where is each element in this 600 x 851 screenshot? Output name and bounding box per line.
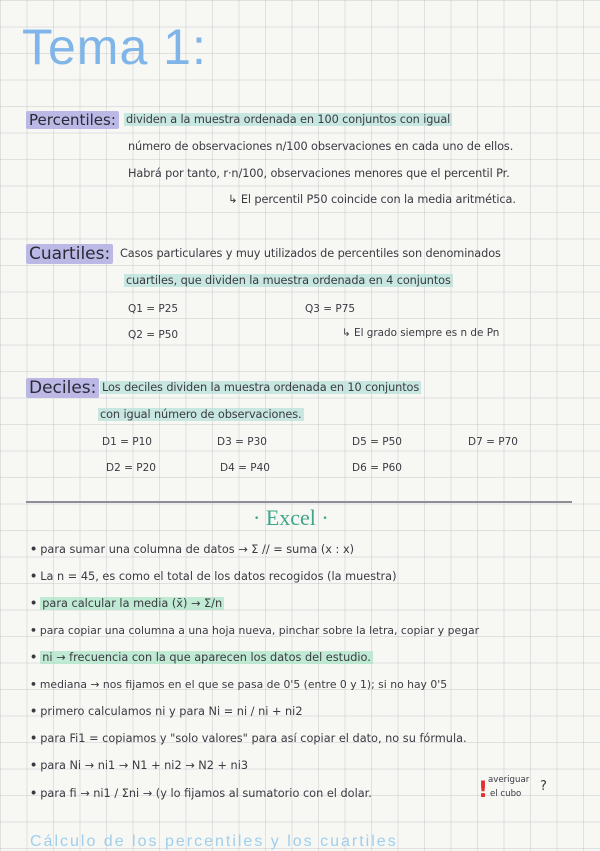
page-title: Tema 1: [22,19,207,75]
q1-formula: Q1 = P25 [128,303,179,315]
d6-formula: D6 = P60 [352,462,402,474]
excel-bullet-10: • para fi → ni1 / Σni → (y lo fijamos al sumatorio con el dolar. [30,787,372,800]
cuartiles-heading: Cuartiles: [26,244,113,264]
aside-question-mark: ? [540,779,547,794]
deciles-line-2: con igual número de observaciones. [100,408,302,421]
d1-formula: D1 = P10 [102,436,152,448]
d7-formula: D7 = P70 [468,436,518,448]
excel-bullet-1: • para sumar una columna de datos → Σ // = suma (x : x) [30,543,355,556]
q3-formula: Q3 = P75 [305,303,356,315]
section-divider [26,501,572,503]
deciles-heading: Deciles: [26,378,99,398]
percentiles-line-1: dividen a la muestra ordenada en 100 conjuntos con igual [126,113,451,126]
d4-formula: D4 = P40 [220,462,270,474]
percentiles-heading: Percentiles: [26,110,119,129]
d5-formula: D5 = P50 [352,436,402,448]
excel-bullet-6: • mediana → nos fijamos en el que se pasa de 0'5 (entre 0 y 1); si no hay 0'5 [30,678,448,691]
d2-formula: D2 = P20 [106,462,156,474]
cuartiles-note: ↳ El grado siempre es n de Pn [342,327,500,339]
percentiles-line-3: Habrá por tanto, r·n/100, observaciones menores que el percentil Pr. [128,167,510,180]
excel-heading: · Excel · [253,505,329,530]
percentiles-line-2: número de observaciones n/100 observaciones en cada uno de ellos. [128,140,514,153]
excel-bullet-4: • para copiar una columna a una hoja nueva, pinchar sobre la letra, copiar y pegar [30,624,480,637]
excel-bullet-3: • para calcular la media (x̄) → Σ/n [30,597,223,610]
excel-bullet-5: • ni → frecuencia con la que aparecen los datos del estudio. [30,651,371,664]
deciles-line-1: Los deciles dividen la muestra ordenada en 10 conjuntos [102,381,420,394]
cuartiles-line-2: cuartiles, que dividen la muestra ordenada en 4 conjuntos [126,274,451,287]
excel-bullet-2: • La n = 45, es como el total de los datos recogidos (la muestra) [30,570,397,583]
warning-mark-icon: ! [478,778,489,803]
excel-bullet-8: • para Fi1 = copiamos y "solo valores" para así copiar el dato, no su fórmula. [30,732,467,745]
aside-note-top: averiguar [488,775,530,785]
cuartiles-line-1: Casos particulares y muy utilizados de percentiles son denominados [120,247,501,260]
excel-bullet-9: • para Ni → ni1 → N1 + ni2 → N2 + ni3 [30,759,249,772]
q2-formula: Q2 = P50 [128,329,179,341]
d3-formula: D3 = P30 [217,436,267,448]
percentiles-note: ↳ El percentil P50 coincide con la media aritmética. [228,193,516,206]
aside-note-bottom: el cubo [490,789,522,799]
excel-bullet-7: • primero calculamos ni y para Ni = ni / ni + ni2 [30,705,303,718]
next-section-heading: Cálculo de los percentiles y los cuartiles [30,833,398,850]
